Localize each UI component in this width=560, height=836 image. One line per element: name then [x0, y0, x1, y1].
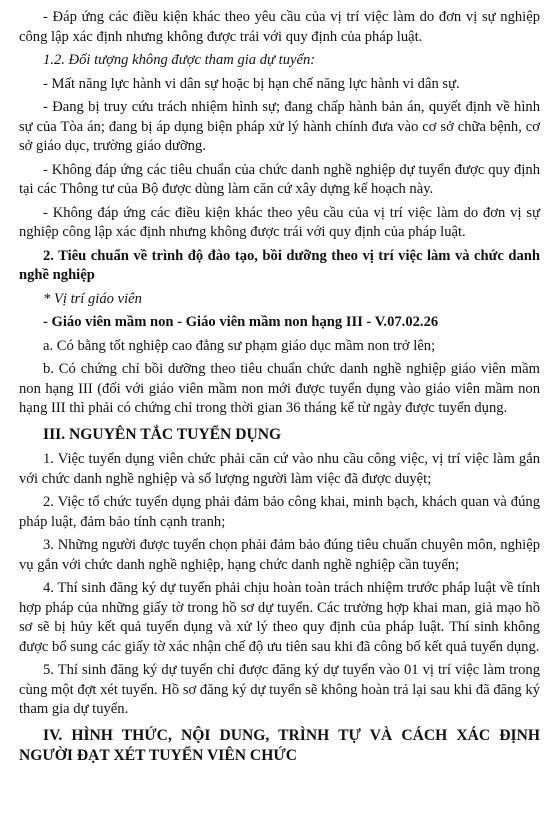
subheading-teacher-position: * Vị trí giáo viên: [43, 290, 142, 307]
paragraph-certificate-requirement: b. Có chứng chỉ bồi dưỡng theo tiêu chuẩn chức danh nghề nghiệp giáo viên mầm non hạng III (đối với giáo viên mầm non mới được tuyển dụng vào giáo viên mầm non hạng III thì phải có chứng chỉ trong thời gian 36 tháng kể từ ngày được tuyển dụng.: [19, 361, 540, 416]
principle-1: 1. Việc tuyển dụng viên chức phải căn cứ vào nhu cầu công việc, vị trí việc làm gắn với chức danh nghề nghiệp và số lượng người làm việc đã được duyệt;: [19, 451, 540, 487]
heading-section-III: III. NGUYÊN TẮC TUYỂN DỤNG: [43, 425, 282, 443]
paragraph-degree-requirement: a. Có bằng tốt nghiệp cao đẳng sư phạm giáo dục mầm non trở lên;: [43, 337, 436, 354]
paragraph-conditions-other: - Đáp ứng các điều kiện khác theo yêu cầu của vị trí việc làm do đơn vị sự nghiệp công lập xác định nhưng không được trái với quy định của pháp luật.: [19, 9, 540, 45]
paragraph-standards-not-met: - Không đáp ứng các tiêu chuẩn của chức danh nghề nghiệp dự tuyển được quy định tại các Thông tư của Bộ được dùng làm căn cứ xây dựng kế hoạch này.: [19, 161, 540, 197]
paragraph-civil-capacity: - Mất năng lực hành vi dân sự hoặc bị hạn chế năng lực hành vi dân sự.: [43, 75, 460, 92]
principle-3: 3. Những người được tuyển chọn phải đảm bảo đúng tiêu chuẩn chuyên môn, nghiệp vụ gắn với chức danh nghề nghiệp, hạng chức danh nghề nghiệp cần tuyển;: [19, 537, 540, 573]
heading-preschool-teacher: - Giáo viên mầm non - Giáo viên mầm non hạng III - V.07.02.26: [43, 314, 439, 330]
paragraph-criminal-liability: - Đang bị truy cứu trách nhiệm hình sự; đang chấp hành bản án, quyết định về hình sự của Tòa án; đang bị áp dụng biện pháp xử lý hành chính đưa vào cơ sở chữa bệnh, cơ sở giáo dục, trường giáo dưỡng.: [19, 99, 540, 154]
paragraph-other-conditions-not-met: - Không đáp ứng các điều kiện khác theo yêu cầu của vị trí việc làm do đơn vị sự nghiệp công lập xác định nhưng không được trái với quy định của pháp luật.: [19, 204, 540, 240]
principle-2: 2. Việc tổ chức tuyển dụng phải đảm bảo công khai, minh bạch, khách quan và đúng pháp luật, đảm bảo tính cạnh tranh;: [19, 494, 540, 530]
subheading-not-eligible: 1.2. Đối tượng không được tham gia dự tuyển:: [43, 52, 316, 68]
principle-4: 4. Thí sinh đăng ký dự tuyển phải chịu hoàn toàn trách nhiệm trước pháp luật về tính hợp pháp của những giấy tờ trong hồ sơ dự tuyển. Các trường hợp khai man, giả mạo hồ sơ sẽ bị hủy kết quả tuyển dụng và xử lý theo quy định của pháp luật. Thí sinh không được bổ sung các giấy tờ xác nhận chế độ ưu tiên sau khi đã công bố kết quả tuyển dụng.: [19, 580, 540, 655]
heading-section-IV: IV. HÌNH THỨC, NỘI DUNG, TRÌNH TỰ VÀ CÁCH XÁC ĐỊNH NGƯỜI ĐẠT XÉT TUYỂN VIÊN CHỨC: [19, 726, 540, 764]
heading-section-2: 2. Tiêu chuẩn về trình độ đào tạo, bồi dưỡng theo vị trí việc làm và chức danh nghề nghiệp: [19, 247, 540, 283]
principle-5: 5. Thí sinh đăng ký dự tuyển chỉ được đăng ký dự tuyển vào 01 vị trí việc làm trong cùng một đợt xét tuyển. Hồ sơ đăng ký dự tuyển sẽ không hoàn trả lại sau khi đã đăng ký tham gia dự tuyển.: [19, 662, 540, 717]
